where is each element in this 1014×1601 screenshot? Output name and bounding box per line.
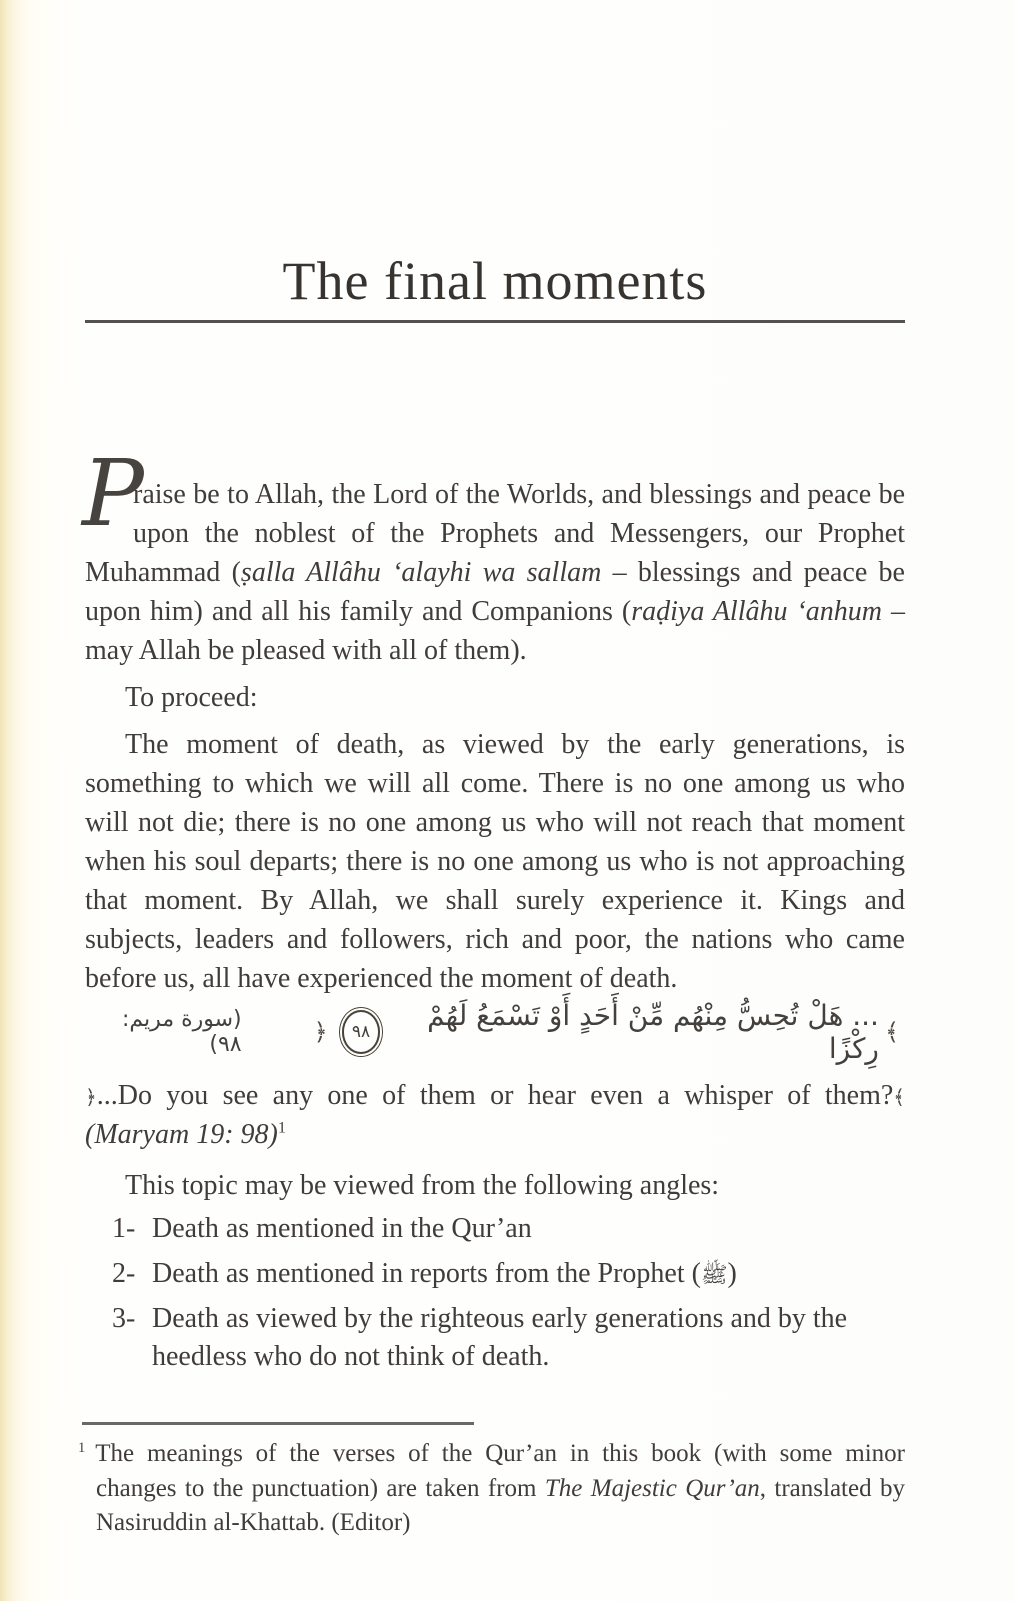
opening-text: – blessings and peace be upon him) and all his family and Companions (: [85, 557, 905, 627]
list-item-text: [152, 1300, 905, 1378]
quran-verse-line: [85, 999, 905, 1065]
list-item: [85, 1210, 905, 1250]
list-item-text: [152, 1210, 905, 1250]
chapter-title: The final moments: [282, 251, 708, 311]
arabic-transliteration-salla: ṣalla Allâhu ‘alayhi wa sallam: [240, 557, 602, 588]
list-item: [85, 1255, 905, 1295]
page-content: [78, 0, 906, 1541]
footnote-rule: [82, 1422, 474, 1425]
list-item-text-segment: Death as mentioned in the Qur’an: [152, 1213, 532, 1244]
ornate-bracket-icon: ﴿: [85, 1085, 97, 1109]
dropcap-letter: P: [82, 440, 144, 547]
list-item-text-segment: Death as mentioned in reports from the Prophet (: [152, 1258, 701, 1289]
opening-paragraph: [82, 440, 906, 670]
angles-intro-line: This topic may be viewed from the following angles:: [125, 1170, 720, 1201]
verse-citation: (Maryam 19: 98): [85, 1119, 278, 1150]
ornate-bracket-icon: ﴾: [893, 1085, 905, 1109]
footnote-text-segment: , translated by Nasiruddin al-Khattab. (Editor): [96, 1474, 905, 1536]
opening-text: – may Allah be pleased with all of them).: [85, 596, 906, 666]
list-item-number: 1-: [112, 1213, 136, 1244]
ornate-bracket-icon: ﴿: [313, 1018, 328, 1046]
verse-citation-line: [85, 1117, 905, 1153]
footnote-paragraph: [78, 1437, 905, 1541]
verse-translation: [85, 1076, 905, 1117]
arabic-transliteration-radiya: raḍiya Allâhu ‘anhum: [631, 596, 883, 627]
list-item-number: 3-: [112, 1303, 136, 1334]
list-item-text-segment: ): [727, 1258, 737, 1289]
footnote-text-segment: The meanings of the verses of the Qur’an in this book (with some minor changes to the punctuation) are taken from: [95, 1440, 905, 1502]
title-rule: [85, 320, 905, 323]
list-item-text: [152, 1255, 905, 1295]
quran-source-citation: (سورة مريم: ٩٨): [122, 1007, 242, 1057]
footnote-book-title: The Majestic Qur’an: [544, 1474, 760, 1502]
footnote-section: [78, 1422, 905, 1541]
footnote-reference: 1: [277, 1118, 286, 1137]
list-item-text-segment: Death as viewed by the righteous early generations and by the heedless who do not think of death.: [152, 1303, 848, 1372]
verse-number: ٩٨: [351, 1022, 371, 1042]
dropcap-holder: [82, 440, 144, 547]
verse-number-medallion: [342, 1010, 381, 1054]
to-proceed-line: To proceed:: [125, 682, 258, 713]
body-paragraph: The moment of death, as viewed by the early generations, is something to which we will all come. There is no one among us who will not die; there is no one among us who will not reach that moment when his soul departs; there is no one among us who is not approaching that moment. By Allah, we shall surely experience it. Kings and subjects, leaders and followers, rich and poor, the nations who came before us, all have experienced the moment of death.: [85, 729, 905, 994]
quran-arabic-text: ... هَلْ تُحِسُّ مِنْهُم مِّنْ أَحَدٍ أَوْ تَسْمَعُ لَهُمْ رِكْزًا: [427, 999, 879, 1065]
list-item: [85, 1300, 905, 1378]
prophet-salutation-symbol: ﷺ: [700, 1263, 728, 1288]
opening-text: raise be to Allah, the Lord of the Worlds, and blessings and peace be upon the noblest of the Prophets and Messengers, our Prophet Muhammad (: [85, 479, 905, 588]
ornate-bracket-icon: ﴾: [884, 1018, 899, 1046]
list-item-number: 2-: [112, 1258, 136, 1289]
translation-text: ...Do you see any one of them or hear even a whisper of them?: [96, 1080, 894, 1111]
footnote-marker: 1: [78, 1439, 86, 1456]
